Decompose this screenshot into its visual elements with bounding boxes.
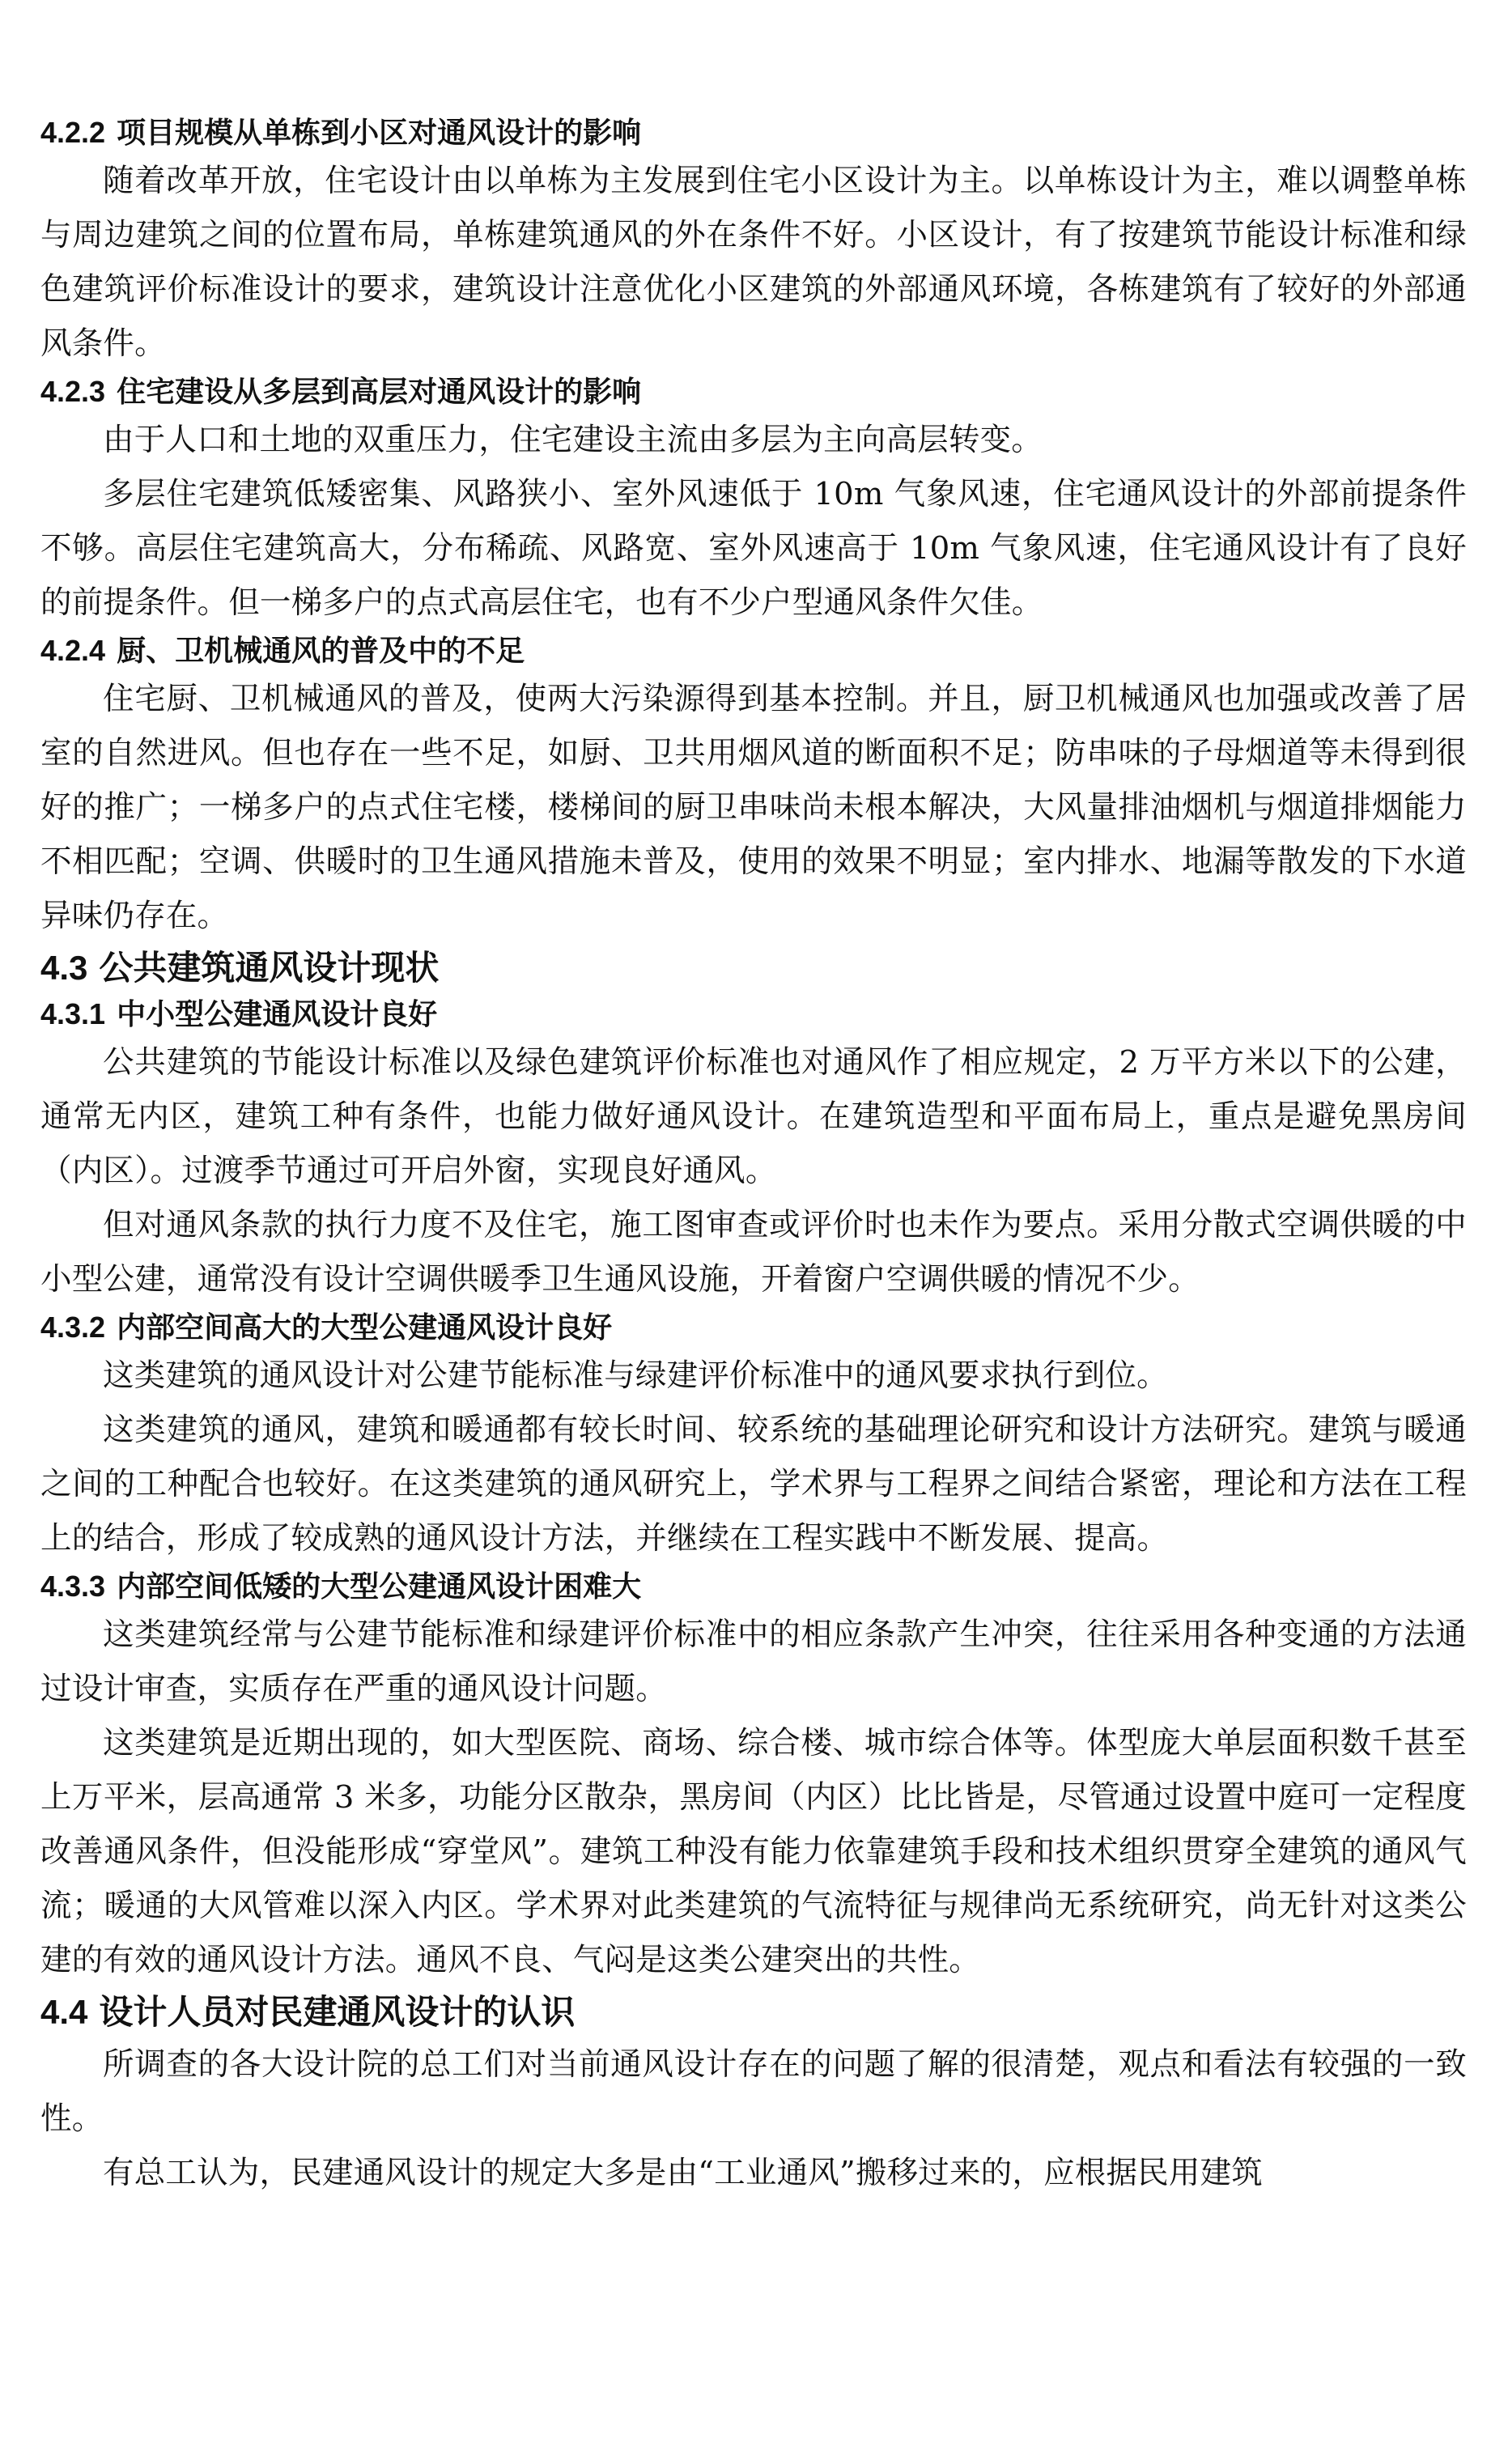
heading-title: 公共建筑通风设计现状 (99, 949, 440, 987)
subsection-heading (40, 630, 1467, 672)
heading-title: 内部空间高大的大型公建通风设计良好 (117, 1311, 613, 1344)
heading-title: 厨、卫机械通风的普及中的不足 (117, 634, 525, 667)
heading-number: 4.2.2 (40, 116, 106, 149)
heading-title: 设计人员对民建通风设计的认识 (99, 1993, 576, 2031)
paragraph: 有总工认为，民建通风设计的规定大多是由“工业通风”搬移过来的，应根据民用建筑 (103, 2155, 1263, 2191)
paragraph: 这类建筑是近期出现的，如大型医院、商场、综合楼、城市综合体等。体型庞大单层面积数千甚至上万平米，层高通常 3 米多，功能分区散杂，黑房间（内区）比比皆是，尽管通过设置中庭可一定程度改善通风条件，但没能形成“穿堂风”。建筑工种没有能力依靠建筑手段和技术组织贯穿全建筑的通风气流；暖通的大风管难以深入内区。学术界对此类建筑的气流特征与规律尚无系统研究，尚无针对这类公建的有效的通风设计方法。通风不良、气闷是这类公建突出的共性。 (40, 1725, 1467, 1978)
paragraph: 所调查的各大设计院的总工们对当前通风设计存在的问题了解的很清楚，观点和看法有较强的一致性。 (40, 2046, 1467, 2137)
subsection-heading (40, 993, 1467, 1035)
heading-number: 4.3.2 (40, 1311, 106, 1344)
paragraph: 这类建筑的通风，建筑和暖通都有较长时间、较系统的基础理论研究和设计方法研究。建筑与暖通之间的工种配合也较好。在这类建筑的通风研究上，学术界与工程界之间结合紧密，理论和方法在工程上的结合，形成了较成熟的通风设计方法，并继续在工程实践中不断发展、提高。 (40, 1412, 1467, 1557)
subsection-heading (40, 1306, 1467, 1349)
section-heading (40, 943, 1467, 993)
heading-number: 4.3.1 (40, 997, 106, 1030)
heading-number: 4.3 (40, 949, 88, 987)
section-heading (40, 1987, 1467, 2037)
heading-title: 内部空间低矮的大型公建通风设计困难大 (117, 1570, 642, 1603)
subsection-heading (40, 112, 1467, 154)
heading-title: 中小型公建通风设计良好 (117, 997, 438, 1030)
heading-number: 4.4 (40, 1993, 88, 2031)
heading-title: 项目规模从单栋到小区对通风设计的影响 (117, 116, 642, 149)
subsection-heading (40, 1565, 1467, 1608)
heading-number: 4.2.3 (40, 375, 106, 408)
paragraph: 随着改革开放，住宅设计由以单栋为主发展到住宅小区设计为主。以单栋设计为主，难以调整单栋与周边建筑之间的位置布局，单栋建筑通风的外在条件不好。小区设计，有了按建筑节能设计标准和绿色建筑评价标准设计的要求，建筑设计注意优化小区建筑的外部通风环境，各栋建筑有了较好的外部通风条件。 (40, 163, 1467, 362)
document-page (40, 112, 1467, 2200)
subsection-heading (40, 371, 1467, 413)
paragraph: 这类建筑经常与公建节能标准和绿建评价标准中的相应条款产生冲突，往往采用各种变通的方法通过设计审查，实质存在严重的通风设计问题。 (40, 1616, 1467, 1707)
paragraph: 公共建筑的节能设计标准以及绿色建筑评价标准也对通风作了相应规定，2 万平方米以下的公建，通常无内区，建筑工种有条件，也能力做好通风设计。在建筑造型和平面布局上，重点是避免黑房间（内区）。过渡季节通过可开启外窗，实现良好通风。 (40, 1044, 1467, 1189)
paragraph: 住宅厨、卫机械通风的普及，使两大污染源得到基本控制。并且，厨卫机械通风也加强或改善了居室的自然进风。但也存在一些不足，如厨、卫共用烟风道的断面积不足；防串味的子母烟道等未得到很好的推广；一梯多户的点式住宅楼，楼梯间的厨卫串味尚未根本解决，大风量排油烟机与烟道排烟能力不相匹配；空调、供暖时的卫生通风措施未普及，使用的效果不明显；室内排水、地漏等散发的下水道异味仍存在。 (40, 681, 1467, 934)
paragraph: 但对通风条款的执行力度不及住宅，施工图审查或评价时也未作为要点。采用分散式空调供暖的中小型公建，通常没有设计空调供暖季卫生通风设施，开着窗户空调供暖的情况不少。 (40, 1207, 1467, 1298)
paragraph: 由于人口和土地的双重压力，住宅建设主流由多层为主向高层转变。 (103, 422, 1043, 458)
heading-title: 住宅建设从多层到高层对通风设计的影响 (117, 375, 642, 408)
heading-number: 4.2.4 (40, 634, 106, 667)
heading-number: 4.3.3 (40, 1570, 106, 1603)
paragraph: 多层住宅建筑低矮密集、风路狭小、室外风速低于 10m 气象风速，住宅通风设计的外部前提条件不够。高层住宅建筑高大，分布稀疏、风路宽、室外风速高于 10m 气象风速，住宅通风设计有了良好的前提条件。但一梯多户的点式高层住宅，也有不少户型通风条件欠佳。 (40, 476, 1467, 621)
paragraph: 这类建筑的通风设计对公建节能标准与绿建评价标准中的通风要求执行到位。 (103, 1357, 1168, 1394)
